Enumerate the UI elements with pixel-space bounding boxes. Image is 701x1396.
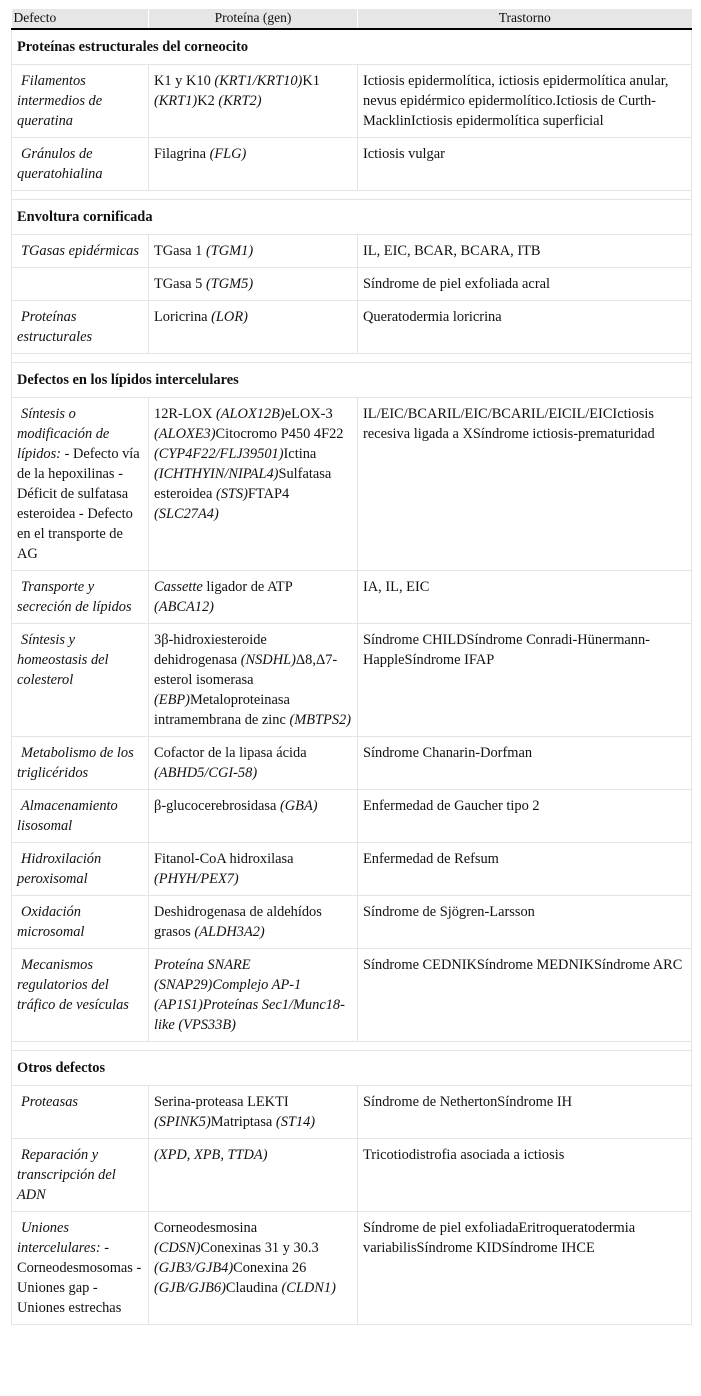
protein-run: Proteína SNARE (SNAP29)Complejo AP-1 (AP1S1)Proteínas Sec1/Munc18-like (VPS33B) — [154, 957, 345, 1033]
disorder-cell: Tricotiodistrofia asociada a ictiosis — [358, 1139, 692, 1212]
table-row — [12, 896, 692, 949]
protein-run: (ICHTHYIN/NIPAL4) — [154, 466, 279, 482]
disorder-cell: IL, EIC, BCAR, BCARA, ITB — [358, 235, 692, 268]
defect-cell — [12, 790, 149, 843]
table-row — [12, 1212, 692, 1325]
protein-cell — [149, 1212, 358, 1325]
protein-run: ligador de ATP — [202, 579, 293, 595]
table-row — [12, 301, 692, 354]
defect-cell — [12, 1086, 149, 1139]
header-defect: Defecto — [12, 9, 149, 29]
protein-run: (CYP4F22/FLJ39501) — [154, 446, 284, 462]
defect-cell — [12, 1139, 149, 1212]
defects-table — [11, 9, 692, 1325]
protein-cell — [149, 65, 358, 138]
disorder-cell: Síndrome CEDNIKSíndrome MEDNIKSíndrome ARC — [358, 949, 692, 1042]
spacer-cell — [12, 1042, 692, 1051]
defect-run: Mecanismos regulatorios del tráfico de vesículas — [17, 957, 129, 1013]
protein-run: Metaloproteinasa intramembrana de zinc — [154, 692, 290, 728]
protein-run: (ALOX12B) — [215, 406, 285, 422]
defect-run: Oxidación microsomal — [17, 904, 85, 940]
disorder-cell: Síndrome Chanarin-Dorfman — [358, 737, 692, 790]
defect-cell — [12, 301, 149, 354]
protein-run: (CDSN) — [154, 1240, 201, 1256]
protein-run: Conexina 26 — [233, 1260, 307, 1276]
disorder-cell: Síndrome de piel exfoliadaEritroqueratodermia variabilisSíndrome KIDSíndrome IHCE — [358, 1212, 692, 1325]
section-title: Envoltura cornificada — [12, 200, 692, 235]
protein-run: Δ8,Δ7-esterol isomerasa — [154, 652, 338, 688]
defect-run: Uniones intercelulares: — [17, 1220, 101, 1256]
protein-run: Deshidrogenasa de aldehídos grasos — [154, 904, 322, 940]
protein-run: TGasa 5 — [154, 276, 206, 292]
protein-cell — [149, 268, 358, 301]
protein-cell — [149, 1086, 358, 1139]
defect-cell — [12, 268, 149, 301]
protein-run: Sulfatasa esteroidea — [154, 466, 332, 502]
table-row — [12, 65, 692, 138]
defect-run: Proteínas estructurales — [17, 309, 93, 345]
section-row — [12, 200, 692, 235]
protein-run: (XPD, XPB, TTDA) — [154, 1147, 268, 1163]
protein-run: 3β-hidroxiesteroide dehidrogenasa — [154, 632, 267, 668]
section-row — [12, 363, 692, 398]
table-row — [12, 398, 692, 571]
protein-run: (TGM5) — [205, 276, 254, 292]
protein-cell — [149, 1139, 358, 1212]
protein-run: 12R-LOX — [154, 406, 216, 422]
protein-cell — [149, 301, 358, 354]
section-title: Otros defectos — [12, 1051, 692, 1086]
table-row — [12, 268, 692, 301]
protein-run: (ALOXE3) — [154, 426, 216, 442]
protein-run: K2 — [197, 93, 219, 109]
spacer-row — [12, 354, 692, 363]
protein-run: (GJB/GJB6) — [154, 1280, 226, 1296]
disorder-cell: Síndrome CHILDSíndrome Conradi-Hünermann-HappleSíndrome IFAP — [358, 624, 692, 737]
protein-run: (KRT2) — [218, 93, 262, 109]
disorder-cell: Síndrome de NethertonSíndrome IH — [358, 1086, 692, 1139]
protein-run: (STS) — [215, 486, 248, 502]
protein-run: (ST14) — [275, 1114, 316, 1130]
protein-run: (LOR) — [211, 309, 248, 325]
protein-cell — [149, 571, 358, 624]
defect-run: - Corneodesmosomas - Uniones gap - Uniones estrechas — [17, 1240, 142, 1316]
protein-run: β-glucocerebrosidasa — [154, 798, 280, 814]
protein-cell — [149, 235, 358, 268]
disorder-cell: IL/EIC/BCARIL/EIC/BCARIL/EICIL/EICIctiosis recesiva ligada a XSíndrome ictiosis-prematuridad — [358, 398, 692, 571]
spacer-row — [12, 191, 692, 200]
table-row — [12, 843, 692, 896]
disorder-cell: Ictiosis epidermolítica, ictiosis epidermolítica anular, nevus epidérmico epidermolítico.Ictiosis de Curth-MacklinIctiosis epidermolítica superficial — [358, 65, 692, 138]
defect-cell — [12, 1212, 149, 1325]
disorder-cell: Queratodermia loricrina — [358, 301, 692, 354]
disorder-cell: Síndrome de Sjögren-Larsson — [358, 896, 692, 949]
protein-run: (CLDN1) — [281, 1280, 336, 1296]
protein-cell — [149, 138, 358, 191]
protein-run: (NSDHL) — [240, 652, 296, 668]
table-row — [12, 138, 692, 191]
defect-run: TGasas epidérmicas — [21, 243, 139, 259]
header-protein: Proteína (gen) — [149, 9, 358, 29]
spacer-row — [12, 1042, 692, 1051]
protein-run: Cassette — [154, 579, 203, 595]
protein-cell — [149, 737, 358, 790]
spacer-cell — [12, 191, 692, 200]
table-row — [12, 737, 692, 790]
defect-cell — [12, 624, 149, 737]
protein-run: Filagrina — [154, 146, 210, 162]
defect-run: Filamentos intermedios de queratina — [17, 73, 103, 129]
defect-cell — [12, 737, 149, 790]
protein-run: Loricrina — [154, 309, 212, 325]
protein-cell — [149, 949, 358, 1042]
protein-run: Conexinas 31 y 30.3 — [200, 1240, 319, 1256]
defect-run: Gránulos de queratohialina — [17, 146, 103, 182]
document — [11, 9, 691, 1325]
defect-cell — [12, 949, 149, 1042]
protein-run: TGasa 1 — [154, 243, 206, 259]
protein-run: (KRT1) — [154, 93, 198, 109]
protein-cell — [149, 624, 358, 737]
defect-run: Reparación y transcripción del ADN — [17, 1147, 116, 1203]
protein-cell — [149, 896, 358, 949]
protein-run: K1 y K10 — [154, 73, 215, 89]
defect-run: - Defecto vía de la hepoxilinas - Déficit de sulfatasa esteroidea - Defecto en el transporte de AG — [17, 446, 140, 562]
protein-run: Citocromo P450 4F22 — [215, 426, 344, 442]
defect-cell — [12, 398, 149, 571]
protein-run: (ALDH3A2) — [194, 924, 265, 940]
defect-cell — [12, 138, 149, 191]
defect-cell — [12, 843, 149, 896]
protein-cell — [149, 843, 358, 896]
table-row — [12, 949, 692, 1042]
disorder-cell: Enfermedad de Gaucher tipo 2 — [358, 790, 692, 843]
protein-run: Matriptasa — [210, 1114, 276, 1130]
table-row — [12, 1139, 692, 1212]
table-row — [12, 571, 692, 624]
protein-run: eLOX-3 — [284, 406, 333, 422]
disorder-cell: Síndrome de piel exfoliada acral — [358, 268, 692, 301]
protein-run: Corneodesmosina — [154, 1220, 258, 1236]
defect-cell — [12, 65, 149, 138]
protein-cell — [149, 398, 358, 571]
defect-run: Almacenamiento lisosomal — [17, 798, 118, 834]
table-body — [12, 29, 692, 1325]
defect-run: Transporte y secreción de lípidos — [17, 579, 132, 615]
section-row — [12, 1051, 692, 1086]
header-disorder: Trastorno — [358, 9, 692, 29]
protein-run: (EBP) — [154, 692, 190, 708]
protein-run: Claudina — [225, 1280, 282, 1296]
protein-run: (GBA) — [280, 798, 318, 814]
table-row — [12, 624, 692, 737]
protein-run: (FLG) — [209, 146, 247, 162]
table-row — [12, 1086, 692, 1139]
defect-run: Hidroxilación peroxisomal — [17, 851, 102, 887]
defect-run: Síntesis y homeostasis del colesterol — [17, 632, 109, 688]
protein-run: (ABCA12) — [154, 599, 214, 615]
defect-cell — [12, 896, 149, 949]
defect-cell — [12, 571, 149, 624]
protein-run: (MBTPS2) — [289, 712, 351, 728]
section-title: Defectos en los lípidos intercelulares — [12, 363, 692, 398]
protein-run: K1 — [302, 73, 320, 89]
disorder-cell: Ictiosis vulgar — [358, 138, 692, 191]
protein-run: Fitanol-CoA hidroxilasa — [154, 851, 294, 867]
protein-run: (PHYH/PEX7) — [154, 871, 239, 887]
defect-cell — [12, 235, 149, 268]
table-row — [12, 790, 692, 843]
protein-run: FTAP4 — [247, 486, 290, 502]
defect-run: Síntesis o modificación de lípidos: — [17, 406, 110, 462]
protein-run: (GJB3/GJB4) — [154, 1260, 234, 1276]
spacer-cell — [12, 354, 692, 363]
disorder-cell: IA, IL, EIC — [358, 571, 692, 624]
protein-run: Serina-proteasa LEKTI — [154, 1094, 289, 1110]
defect-run: Proteasas — [21, 1094, 79, 1110]
protein-run: Ictina — [283, 446, 317, 462]
disorder-cell: Enfermedad de Refsum — [358, 843, 692, 896]
protein-run: (SPINK5) — [154, 1114, 211, 1130]
protein-run: Cofactor de la lipasa ácida — [154, 745, 307, 761]
table-row — [12, 235, 692, 268]
protein-run: (KRT1/KRT10) — [214, 73, 303, 89]
defect-run: Metabolismo de los triglicéridos — [17, 745, 134, 781]
protein-cell — [149, 790, 358, 843]
section-row — [12, 29, 692, 65]
protein-run: (TGM1) — [205, 243, 254, 259]
section-title: Proteínas estructurales del corneocito — [12, 29, 692, 65]
protein-run: (ABHD5/CGI-58) — [154, 765, 258, 781]
table-header — [12, 9, 692, 29]
protein-run: (SLC27A4) — [154, 506, 219, 522]
